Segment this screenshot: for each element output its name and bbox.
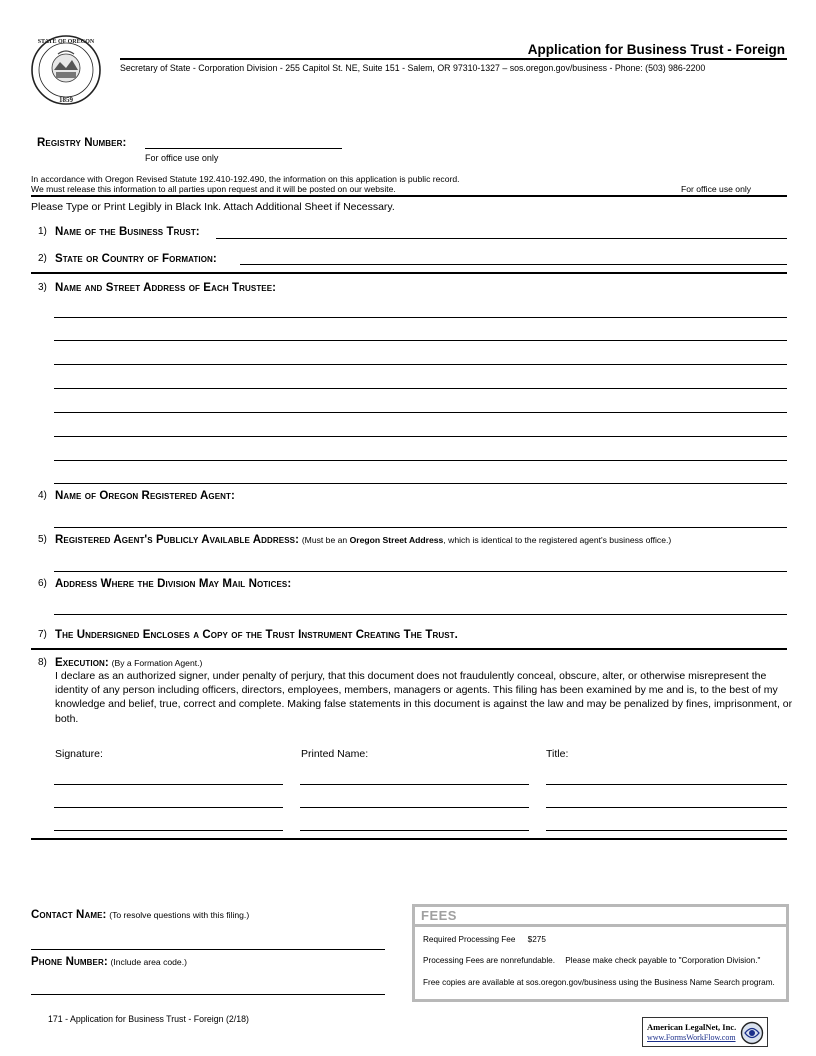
- phone-number-note: (Include area code.): [110, 957, 187, 967]
- trustee-line-6[interactable]: [54, 436, 787, 437]
- execution-heading: [55, 657, 202, 669]
- mail-notices-field[interactable]: [54, 614, 787, 615]
- section-rule-3: [31, 838, 787, 840]
- instructions: Please Type or Print Legibly in Black Ink. Attach Additional Sheet if Necessary.: [31, 201, 395, 213]
- contact-heading: [31, 909, 249, 921]
- printed-name-line-2[interactable]: [300, 807, 529, 808]
- contact-name-note: (To resolve questions with this filing.): [109, 910, 250, 920]
- title-line-2[interactable]: [546, 807, 787, 808]
- trustee-line-8[interactable]: [54, 483, 787, 484]
- required-fee-label: Required Processing Fee: [423, 935, 516, 944]
- required-fee-row: [423, 935, 546, 944]
- page-title: Application for Business Trust - Foreign: [527, 42, 785, 57]
- seal-top-text: STATE OF OREGON: [37, 39, 95, 45]
- required-fee-amount: $275: [527, 935, 546, 944]
- check-payable-note: Please make check payable to "Corporation Division.": [565, 956, 761, 965]
- business-trust-name-field[interactable]: [216, 238, 787, 239]
- phone-heading: [31, 956, 187, 968]
- registry-number-label: Registry Number:: [37, 137, 127, 149]
- trust-instrument-statement: The Undersigned Encloses a Copy of the Trust Instrument Creating The Trust.: [55, 629, 458, 641]
- registry-office-use: For office use only: [145, 153, 219, 163]
- execution-label: Execution:: [55, 657, 109, 669]
- trustee-address-label: Name and Street Address of Each Trustee:: [55, 282, 277, 294]
- trustee-line-7[interactable]: [54, 460, 787, 461]
- agency-address-line: Secretary of State - Corporation Division - 255 Capitol St. NE, Suite 151 - Salem, OR 97310-1327 – sos.oregon.gov/business - Phone: (503) 986-2200: [120, 63, 706, 73]
- title-label: Title:: [546, 748, 569, 760]
- agent-address-note-pre: (Must be an: [301, 535, 350, 545]
- title-line-1[interactable]: [546, 784, 787, 785]
- logo-name: American LegalNet, Inc.: [647, 1022, 737, 1032]
- trustee-line-2[interactable]: [54, 340, 787, 341]
- printed-name-line-1[interactable]: [300, 784, 529, 785]
- trustee-line-5[interactable]: [54, 412, 787, 413]
- signature-line-3[interactable]: [54, 830, 283, 831]
- item-3-number: 3): [38, 282, 47, 293]
- execution-note: (By a Formation Agent.): [111, 658, 203, 668]
- printed-name-line-3[interactable]: [300, 830, 529, 831]
- seal-year: 1859: [59, 96, 73, 104]
- agent-address-label-row: [55, 534, 671, 546]
- fees-title: FEES: [415, 907, 786, 927]
- declaration-text: I declare as an authorized signer, under penalty of perjury, that this document does not fraudulently conceal, obscure, alter, or otherwise misrepresent the identity of any person including officers, directors, employees, members, managers or agents. This filing has been examined by me and is, to the best of my knowledge and belief, true, correct and complete. Making false statements in this document is against the law and may be penalized by fines, imprisonment, or both.: [55, 670, 793, 725]
- item-5-number: 5): [38, 534, 47, 545]
- item-1-number: 1): [38, 226, 47, 237]
- item-4-number: 4): [38, 490, 47, 501]
- section-rule-2: [31, 648, 787, 650]
- signature-line-1[interactable]: [54, 784, 283, 785]
- agent-address-note-bold: Oregon Street Address: [349, 535, 444, 545]
- item-2-number: 2): [38, 253, 47, 264]
- agent-address-label: Registered Agent's Publicly Available Address:: [55, 534, 300, 546]
- registered-agent-label: Name of Oregon Registered Agent:: [55, 490, 235, 502]
- free-copies-note: Free copies are available at sos.oregon.gov/business using the Business Name Search program.: [423, 978, 775, 987]
- fees-box: [412, 904, 789, 1002]
- title-line-3[interactable]: [546, 830, 787, 831]
- oregon-state-seal: [30, 28, 102, 112]
- phone-number-label: Phone Number:: [31, 956, 108, 968]
- contact-name-label: Contact Name:: [31, 909, 107, 921]
- item-7-number: 7): [38, 629, 47, 640]
- globe-icon: [740, 1021, 764, 1045]
- public-record-notice-1: In accordance with Oregon Revised Statute 192.410-192.490, the information on this application is public record.: [31, 174, 460, 184]
- printed-name-label: Printed Name:: [301, 748, 369, 760]
- state-country-label: State or Country of Formation:: [55, 253, 217, 265]
- contact-name-field[interactable]: [31, 949, 385, 950]
- trustee-line-1[interactable]: [54, 317, 787, 318]
- business-trust-name-label: Name of the Business Trust:: [55, 226, 200, 238]
- logo-url[interactable]: www.FormsWorkFlow.com: [647, 1033, 736, 1042]
- trustee-line-3[interactable]: [54, 364, 787, 365]
- americanlegalnet-logo[interactable]: [642, 1017, 768, 1047]
- mail-notices-label: Address Where the Division May Mail Notices:: [55, 578, 292, 590]
- agent-address-field[interactable]: [54, 571, 787, 572]
- signature-line-2[interactable]: [54, 807, 283, 808]
- form-id: 171 - Application for Business Trust - Foreign (2/18): [48, 1014, 249, 1024]
- header-rule: [120, 58, 787, 60]
- office-use-right: For office use only: [681, 184, 752, 194]
- signature-label: Signature:: [55, 748, 103, 760]
- item-6-number: 6): [38, 578, 47, 589]
- phone-number-field[interactable]: [31, 994, 385, 995]
- trustee-line-4[interactable]: [54, 388, 787, 389]
- fees-note-row: [423, 956, 760, 965]
- registry-number-field[interactable]: [145, 148, 342, 149]
- state-country-field[interactable]: [240, 264, 787, 265]
- section-rule-1: [31, 272, 787, 274]
- nonrefundable-note: Processing Fees are nonrefundable.: [423, 956, 555, 965]
- agent-address-note-post: , which is identical to the registered agent's business office.): [443, 535, 672, 545]
- registered-agent-field[interactable]: [54, 527, 787, 528]
- notice-rule: [31, 195, 787, 197]
- item-8-number: 8): [38, 657, 47, 668]
- public-record-notice-2: We must release this information to all parties upon request and it will be posted on our website.: [31, 184, 396, 194]
